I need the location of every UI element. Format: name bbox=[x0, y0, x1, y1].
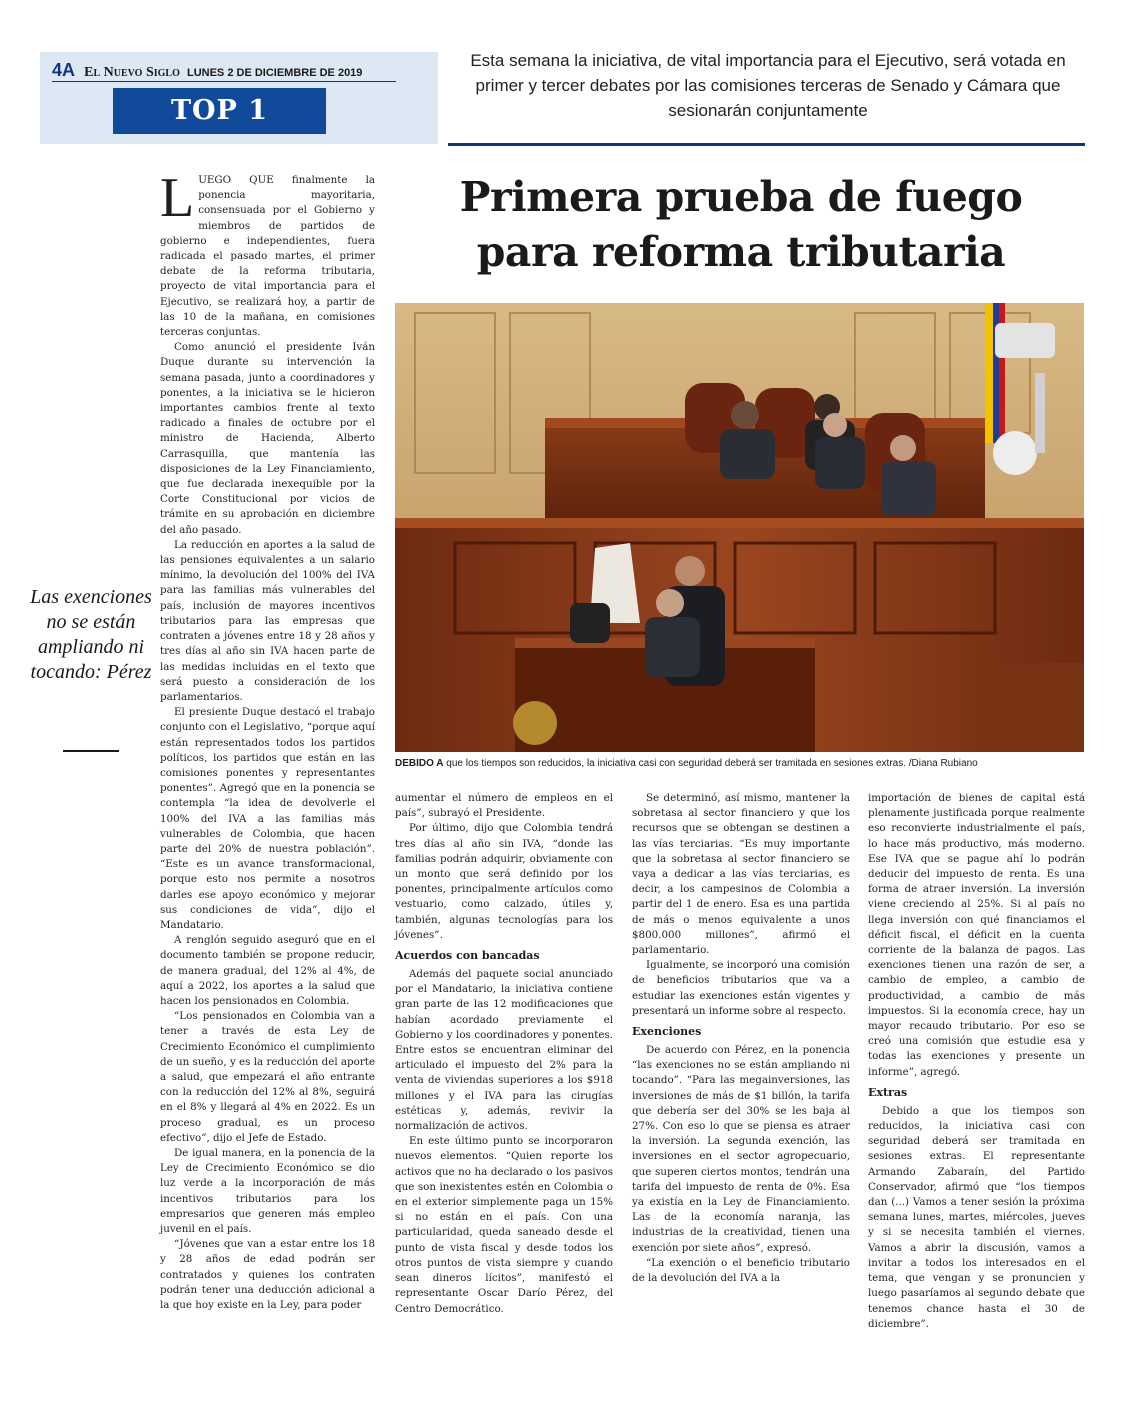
pull-quote-rule bbox=[63, 750, 119, 752]
subheading: Extras bbox=[868, 1085, 908, 1099]
issue-date: LUNES 2 DE DICIEMBRE DE 2019 bbox=[186, 67, 363, 79]
section-badge: TOP 1 bbox=[113, 88, 326, 134]
paragraph: Se determinó, así mismo, mantener la sobretasa al sector financiero y que los recursos que se obtengan se destinen a las vías terciarias. “Es muy importante que la sobretasa al sector financiero se vaya a dedicar a las vías terciarias, es decir, a los campesinos de Colombia a partir del 1 de enero. Esa es una partida de más o menos equivalente a unos $800.000 millones”, afirmó el parlamentario. bbox=[632, 792, 850, 957]
paragraph: De igual manera, en la ponencia de la Ley de Crecimiento Económico se dio luz verde a la incorporación de más incentivos tributarios para los empresarios que generen más empleo juvenil en el país. bbox=[160, 1147, 375, 1236]
paragraph: El presiente Duque destacó el trabajo conjunto con el Legislativo, “porque aquí están representados todos los partidos políticos, los partidos que están en las comisiones ponentes y representantes ponentes”. Agregó que en la ponencia se contempla “la idea de devolverle el 100% del IVA a las familias más vulnerables de Colombia, que hacen parte del 20% de nuestra población”. “Este es un avance transformacional, porque esto nos permite a nosotros darles ese apoyo económico y mejorar sus condiciones de vida”, dijo el Mandatario. bbox=[160, 706, 375, 931]
paragraph: “Jóvenes que van a estar entre los 18 y 28 años de edad podrán ser contratados y quienes los contraten podrán tener una deducción adicional a la que hoy existe en la Ley, para poder bbox=[160, 1238, 375, 1312]
headline-line-2: para reforma tributaria bbox=[476, 228, 1006, 276]
article-column-4 bbox=[868, 791, 1085, 1332]
paragraph: importación de bienes de capital está plenamente justificada porque realmente eso reconvierte industrialmente el país, lo hace más productivo, más moderno. Ese IVA que se pague ahí lo podrán deducir del impuesto de renta. Es una forma de atraer inversión. La inversión viene creciendo al 25%. Si al país no llega inversión con qué financiamos el déficit fiscal, el déficit en la cuenta corriente de la balanza de pagos. Las exenciones tienen una razón de ser, a cambio de empleo, a cambio de productividad, a cambio de más impuestos. Si la economía crece, hay un mayor recaudo tributario. Por eso se creó una comisión que estudie esa y todas las exenciones y presente un informe”, agregó. bbox=[868, 792, 1085, 1078]
paragraph: En este último punto se incorporaron nuevos elementos. “Quien reporte los activos que no ha declarado o los pasivos que son inexistentes estén en Colombia o en el exterior simplemente paga un 15% si no están en el país. Con una particularidad, queda saneado desde el punto de vista fiscal y desde todos los otros puntos de vista siempre y cuando sean dineros lícitos”, manifestó el representante Oscar Darío Pérez, del Centro Democrático. bbox=[395, 1135, 613, 1315]
kicker-rule bbox=[448, 143, 1085, 146]
paragraph: Como anunció el presidente Iván Duque durante su intervención la semana pasada, junto a coordinadores y ponentes, a la iniciativa se le hicieron importantes cambios frente al texto radicado a finales de octubre por el ministro de Hacienda, Alberto Carrasquilla, que mantenía las disposiciones de la Ley Financiamiento, que fue declarada inexequible por la Corte Constitucional por vicios de trámite en su aprobación en diciembre del año pasado. bbox=[160, 341, 375, 536]
article-column-3 bbox=[632, 791, 850, 1286]
article-column-2 bbox=[395, 791, 613, 1317]
page-number: 4A bbox=[52, 60, 76, 80]
masthead: El Nuevo Siglo bbox=[84, 65, 180, 80]
paragraph: De acuerdo con Pérez, en la ponencia “las exenciones no se están ampliando ni tocando”. “Para las megainversiones, las inversiones de más de $1 billón, la tarifa que debería ser del 30% se les baja al 27%. Con eso lo que se piensa es atraer la inversión. La segunda exención, las inversiones en el sector agropecuario, que superen ciertos montos, tendrán una tarifa del impuesto de renta de 0%. Esa ya existía en la Ley de Financiamiento. Las de la economía naranja, las industrias de la creatividad, tienen una exención por siete años”, expresó. bbox=[632, 1044, 850, 1254]
paragraph: Igualmente, se incorporó una comisión de beneficios tributarios que va a estudiar las exenciones están vigentes y presentará un informe sobre al respecto. bbox=[632, 959, 850, 1017]
paragraph: La reducción en aportes a la salud de las pensiones equivalentes a un salario mínimo, la devolución del 100% del IVA para las familias más vulnerables del país, inclusión de mayores incentivos tributarios para las empresas que contraten a jóvenes entre 18 y 28 años y tres días al año sin IVA hacen parte de las medidas incluidas en el texto que será puesto a consideración de los parlamentarios. bbox=[160, 538, 375, 703]
paragraph: “Los pensionados en Colombia van a tener a través de esta Ley de Crecimiento Económico el cumplimiento de un sueño, y es la reducción del aporte a salud, que empezará el año entrante con la reducción del 12% al 8%, seguirá en el 8% y llegará al 4% en 2022. Es un proceso gradual, es un proceso efectivo”, dijo el Jefe de Estado. bbox=[160, 1010, 375, 1144]
paragraph: Debido a que los tiempos son reducidos, la iniciativa casi con seguridad deberá ser tramitada en sesiones extras. El representante Armando Zabaraín, del Partido Conservador, afirmó que “los tiempos dan (...) Vamos a tener sesión la próxima semana lunes, martes, miércoles, jueves y si se necesita también el viernes. Vamos a abrir la discusión, vamos a invitar a todos los interesados en el tema, que vengan y se pronuncien y luego pasaríamos al segundo debate que tenemos chance hasta el 30 de diciembre”. bbox=[868, 1104, 1085, 1330]
congress-chamber-photo bbox=[395, 303, 1084, 752]
caption-text: que los tiempos son reducidos, la iniciativa casi con seguridad deberá ser tramitada en sesiones extras. /Diana Rubiano bbox=[443, 758, 978, 769]
headline-line-1: Primera prueba de fuego bbox=[459, 173, 1023, 221]
paragraph-text: UEGO QUE finalmente la ponencia mayoritaria, consensuada por el Gobierno y miembros de partidos de gobierno e independientes, fuera radicada el pasado martes, el primer debate de la reforma tributaria, proyecto de vital importancia para el Ejecutivo, se realizará hoy, a partir de las 10 de la mañana, en comisiones terceras conjuntas. bbox=[160, 174, 375, 339]
pull-quote: Las exenciones no se están ampliando ni tocando: Pérez bbox=[30, 586, 152, 683]
paragraph: “La exención o el beneficio tributario de la devolución del IVA a la bbox=[632, 1256, 850, 1285]
article-column-1 bbox=[160, 167, 375, 1313]
paragraph bbox=[160, 167, 375, 340]
subheading: Exenciones bbox=[632, 1025, 702, 1039]
paragraph: aumentar el número de empleos en el país”, subrayó el Presidente. bbox=[395, 792, 613, 820]
article-kicker: Esta semana la iniciativa, de vital importancia para el Ejecutivo, será votada en primer y tercer debates por las comisiones terceras de Senado y Cámara que sesionarán conjuntamente bbox=[470, 51, 1066, 120]
photo-caption bbox=[395, 758, 1084, 769]
article-headline bbox=[398, 170, 1084, 280]
folio-rule bbox=[52, 81, 396, 82]
folio-line bbox=[52, 60, 396, 81]
paragraph: Por último, dijo que Colombia tendrá tres días al año sin IVA, “donde las familias podrán adquirir, obviamente con un monto que será definido por los ponentes, principalmente artículos como vestuario, como calzado, útiles y, también, algunas tecnologías para los jóvenes”. bbox=[395, 822, 613, 941]
drop-cap: L bbox=[160, 167, 195, 229]
paragraph: A renglón seguido aseguró que en el documento también se propone reducir, de manera gradual, del 12% al 4%, de aquí a 2022, los aportes a la salud que hacen los pensionados en Colombia. bbox=[160, 934, 375, 1007]
caption-lead: DEBIDO A bbox=[395, 758, 444, 769]
subheading: Acuerdos con bancadas bbox=[395, 949, 540, 963]
paragraph: Además del paquete social anunciado por el Mandatario, la iniciativa contiene gran parte de las 12 modificaciones que habían acordado previamente el Gobierno y los coordinadores y ponentes. Entre estos se encuentran eliminar del articulado el impuesto del 2% para la venta de viviendas superiores a los $918 millones y el IVA para las cirugías estéticas y, además, revivir la normalización de activos. bbox=[395, 968, 613, 1133]
article-photo bbox=[395, 303, 1084, 752]
